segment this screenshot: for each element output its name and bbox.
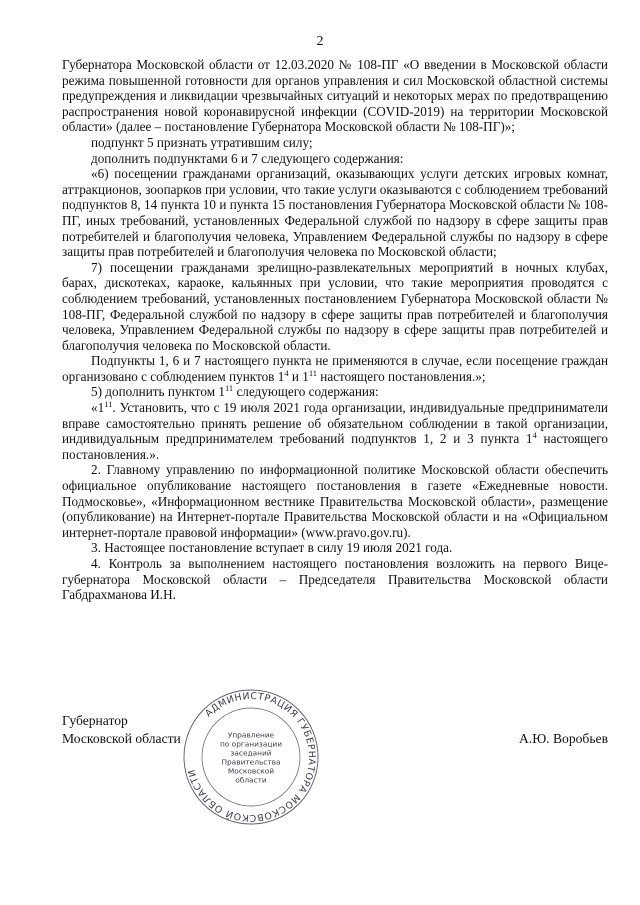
text-run: 3. Настоящее постановление вступает в силу 19 июля 2021 года.	[91, 540, 453, 556]
paragraph	[62, 540, 608, 556]
text-run: и 1	[288, 368, 309, 384]
text-run: 7) посещении гражданами зрелищно-развлекательных мероприятий в ночных клубах, барах, дискотеках, караоке, кальянных при условии, что такие мероприятия проводятся с соблюдением требований, установленных постановлением Губернатора Московской области № 108-ПГ, Федеральной службой по надзору в сфере защиты прав потребителей и благополучия человека, Управлением Федеральной службы по надзору в сфере защиты прав потребителей и благополучия человека по Московской области.	[62, 259, 608, 353]
text-run: 4. Контроль за выполнением настоящего постановления возложить на первого Вице-губернатора Московской области – Председателя Правительства Московской области Габдрахманова И.Н.	[62, 556, 608, 603]
signatory-region: Московской области	[62, 731, 181, 746]
superscript: 11	[104, 399, 113, 410]
page-number: 2	[316, 34, 324, 49]
paragraph	[62, 556, 608, 603]
text-run: Губернатора Московской области от 12.03.2020 № 108-ПГ «О введении в Московской области режима повышенной готовности для органов управления и сил Московской областной системы предупреждения и ликвидации чрезвычайных ситуаций и некоторых мерах по предотвращению распространения новой коронавирусной инфекции (COVID-2019) на территории Московской области» (далее – постановление Губернатора Московской области № 108-ПГ)»;	[62, 57, 608, 135]
seal-center-line: заседаний	[230, 748, 272, 758]
text-run: «1	[91, 400, 105, 416]
paragraph	[62, 57, 608, 135]
signatory-title: Губернатор	[62, 713, 128, 728]
paragraph	[62, 260, 608, 354]
paragraph	[62, 462, 608, 540]
seal-center-line: по организации	[219, 739, 283, 749]
paragraph	[62, 151, 608, 167]
paragraph	[62, 166, 608, 260]
paragraph	[62, 353, 608, 384]
document-body	[62, 57, 608, 603]
text-run: Подпункты 1, 6 и 7 настоящего пункта не применяются в случае, если посещение граждан организовано с соблюдением пунктов 1	[62, 353, 608, 384]
superscript: 4	[284, 367, 289, 378]
paragraph	[62, 384, 608, 400]
official-seal-stamp	[166, 687, 336, 827]
text-run: подпункт 5 признать утратившим силу;	[91, 134, 313, 150]
paragraph	[62, 400, 608, 462]
text-run: настоящего постановления.».	[62, 431, 608, 462]
text-run: «6) посещении гражданами организаций, оказывающих услуги детских игровых комнат, аттракционов, зоопарков при условии, что такие услуги оказываются с соблюдением требований подпунктов 8, 14 пункта 10 и пункта 15 постановления Губернатора Московской области № 108-ПГ, иных требований, установленных Федеральной службой по надзору в сфере защиты прав потребителей и благополучия человека, Управлением Федеральной службы по надзору в сфере защиты прав потребителей и благополучия человека по Московской области;	[62, 166, 608, 260]
superscript: 11	[308, 367, 317, 378]
seal-center-line: Управление	[227, 730, 275, 740]
paragraph	[62, 135, 608, 151]
text-run: 2. Главному управлению по информационной политике Московской области обеспечить официальное опубликование настоящего постановления в газете «Ежедневные новости. Подмосковье», «Информационном вестнике Правительства Московской области», размещение (опубликование) на Интернет-портале Правительства Московской области и на «Официальном интернет-портале правовой информации» (www.pravo.gov.ru).	[62, 462, 608, 540]
text-run: настоящего постановления.»;	[317, 368, 486, 384]
seal-center-line: Московской	[227, 766, 275, 776]
seal-ring-text: АДМИНИСТРАЦИЯ ГУБЕРНАТОРА МОСКОВСКОЙ ОБЛАСТИ	[186, 690, 318, 824]
text-run: . Установить, что с 19 июля 2021 года организации, индивидуальные предприниматели вправе самостоятельно принять решение об обязательном соблюдении в такой организации, индивидуальным предпринимателем требований подпунктов 1, 2 и 3 пункта 1	[62, 400, 608, 447]
superscript: 4	[532, 430, 537, 441]
seal-center-line: области	[235, 775, 267, 785]
superscript: 11	[224, 383, 234, 394]
signature-block	[62, 690, 608, 832]
seal-center-text	[220, 731, 282, 785]
text-run: дополнить подпунктами 6 и 7 следующего содержания:	[91, 150, 404, 166]
seal-center-line: Правительства	[221, 757, 281, 767]
text-run: следующего содержания:	[233, 384, 379, 400]
signatory-name: А.Ю. Воробьев	[518, 731, 608, 746]
text-run: 5) дополнить пунктом 1	[91, 384, 225, 400]
